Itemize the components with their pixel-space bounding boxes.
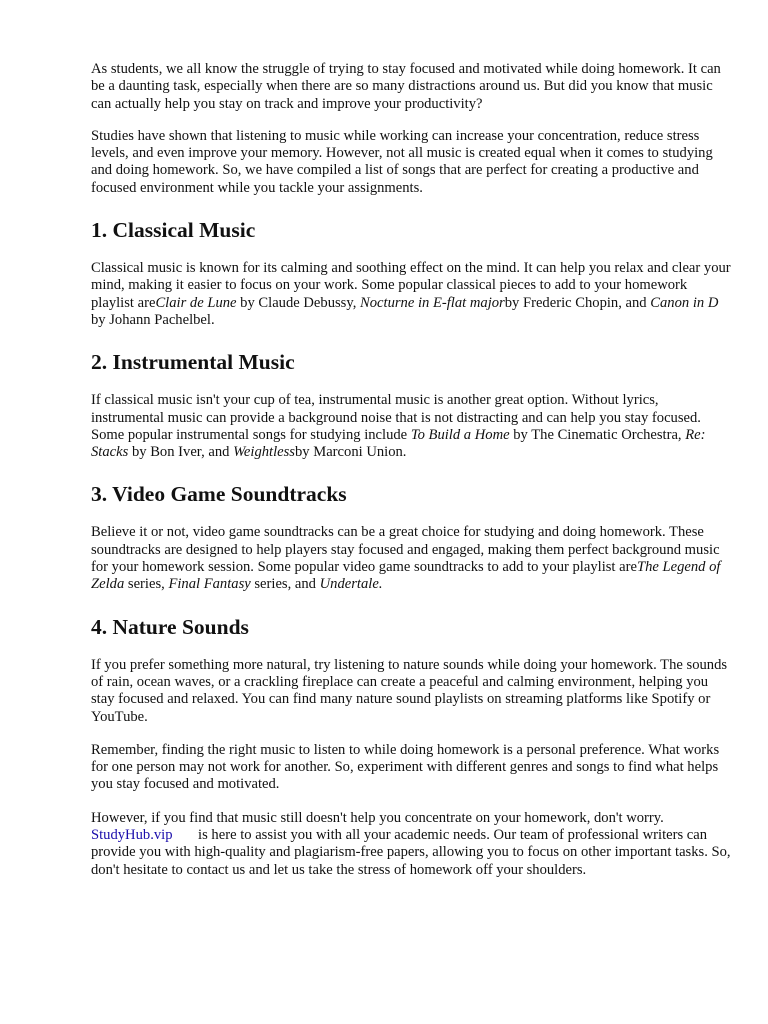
heading-instrumental-music: 2. Instrumental Music	[91, 350, 295, 375]
paragraph-classical-music	[91, 260, 731, 329]
title-weightless: Weightless	[233, 444, 295, 461]
text-segment: series,	[124, 576, 169, 593]
paragraph-nature-sounds: If you prefer something more natural, try listening to nature sounds while doing your homework. The sounds of rain, ocean waves, or a crackling fireplace can create a peaceful and calming environment, helping you stay focused and relaxed. You can find many nature sound playlists on streaming platforms like Spotify or YouTube.	[91, 656, 728, 725]
title-undertale: Undertale.	[319, 576, 383, 593]
text-segment: If classical music isn't your cup of tea, instrumental music is another great option. Without lyrics, instrumental music can provide a background noise that is not distracting and can help you stay focused. Some popular instrumental songs for studying include	[91, 392, 701, 443]
heading-classical-music: 1. Classical Music	[91, 218, 256, 243]
intro-paragraph-2: Studies have shown that listening to music while working can increase your concentration, reduce stress levels, and even improve your memory. However, not all music is created equal when it comes to studying and doing homework. So, we have compiled a list of songs that are perfect for creating a productive and focused environment while you tackle your assignments.	[91, 127, 713, 196]
closing-paragraph-2	[91, 810, 731, 879]
text-segment: by Marconi Union.	[294, 444, 407, 461]
closing-paragraph-1: Remember, finding the right music to listen to while doing homework is a personal preference. What works for one person may not work for another. So, experiment with different genres and songs to find what helps you stay focused and motivated.	[91, 741, 720, 793]
text-segment: by Frederic Chopin, and	[504, 294, 651, 311]
heading-video-game-soundtracks: 3. Video Game Soundtracks	[91, 482, 347, 507]
title-nocturne: Nocturne in E-flat major	[360, 294, 505, 311]
title-clair-de-lune: Clair de Lune	[155, 294, 237, 311]
text-segment: by Claude Debussy,	[236, 294, 361, 311]
text-segment: by Bon Iver, and	[128, 444, 234, 461]
paragraph-instrumental-music	[91, 392, 731, 461]
title-final-fantasy: Final Fantasy	[168, 576, 251, 593]
text-segment: Classical music is known for its calming and soothing effect on the mind. It can help you relax and clear your mind, making it easier to focus on your work. Some popular classical pieces to add to your homework playlist are	[91, 260, 731, 311]
title-to-build-a-home: To Build a Home	[410, 426, 510, 443]
title-canon-in-d: Canon in D	[650, 294, 719, 311]
document-page	[91, 61, 731, 879]
title-legend-of-zelda: The Legend of Zelda	[91, 559, 721, 593]
studyhub-link[interactable]: StudyHub.vip	[91, 827, 173, 844]
title-re-stacks: Re: Stacks	[91, 426, 706, 461]
intro-paragraph-1: As students, we all know the struggle of trying to stay focused and motivated while doing homework. It can be a daunting task, especially when there are so many distractions around us. But did you know that music can actually help you stay on track and improve your productivity?	[91, 61, 721, 112]
text-segment: by The Cinematic Orchestra,	[509, 426, 686, 443]
text-segment: by Johann Pachelbel.	[91, 311, 215, 328]
text-segment: is here to assist you with all your academic needs. Our team of professional writers can provide you with high-quality and plagiarism-free papers, allowing you to focus on other important tasks. So, don't hesitate to contact us and let us take the stress of homework off your shoulders.	[91, 827, 731, 878]
heading-nature-sounds: 4. Nature Sounds	[91, 614, 249, 639]
text-segment: Believe it or not, video game soundtracks can be a great choice for studying and doing homework. These soundtracks are designed to help players stay focused and engaged, making them perfect background music for your homework session. Some popular video game soundtracks to add to your playlist are	[91, 524, 720, 576]
text-segment: However, if you find that music still doesn't help you concentrate on your homework, don't worry.	[91, 809, 664, 826]
text-segment: series, and	[250, 576, 320, 593]
paragraph-video-game-soundtracks	[91, 524, 731, 593]
